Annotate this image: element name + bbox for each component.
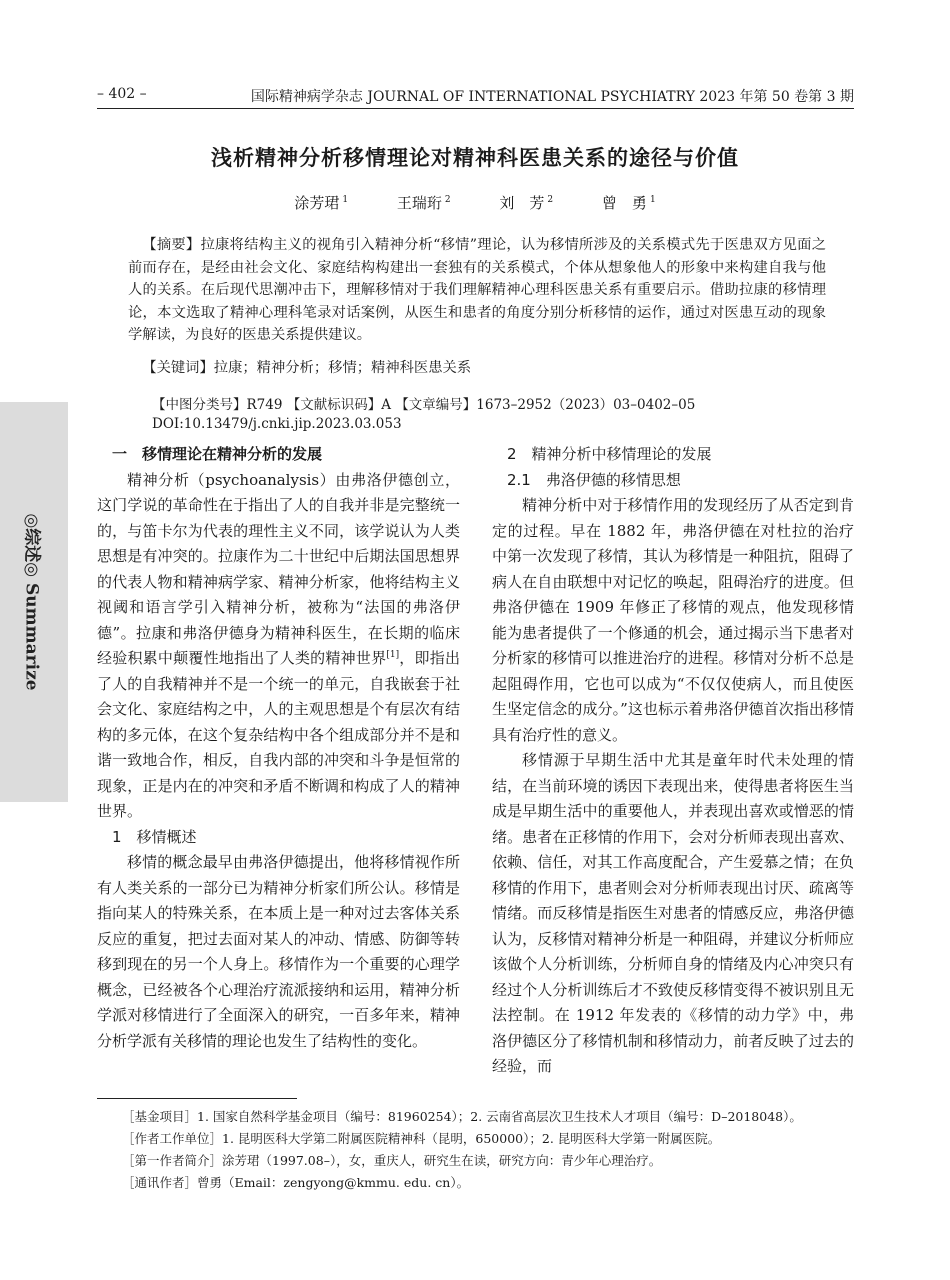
citation-ref: [1] xyxy=(386,650,400,660)
running-header xyxy=(97,86,854,109)
keywords: 【关键词】拉康；精神分析；移情；精神科医患关系 xyxy=(142,360,472,376)
journal-header: 国际精神病学杂志 JOURNAL OF INTERNATIONAL PSYCHIATRY 2023 年第 50 卷第 3 期 xyxy=(250,89,854,105)
author-list xyxy=(0,192,950,213)
page-number: – 402 – xyxy=(97,86,147,102)
footnote-corresponding-author: ［通讯作者］曾勇（Email：zengyong@kmmu. edu. cn）。 xyxy=(122,1175,470,1190)
author: 涂芳珺 $^1$ xyxy=(294,194,349,212)
author: 刘 芳 $^2$ xyxy=(499,194,554,212)
article-title: 浅析精神分析移情理论对精神科医患关系的途径与价值 xyxy=(211,146,739,170)
section-heading: 2 精神分析中移情理论的发展 xyxy=(507,445,712,463)
author: 曾 勇 $^1$ xyxy=(601,194,656,212)
doi: DOI:10.13479/j.cnki.jip.2023.03.053 xyxy=(152,416,402,432)
classification-line: 【中图分类号】R749 【文献标识码】A 【文章编号】1673–2952（2023）03–0402–05 xyxy=(152,397,696,413)
paragraph: 精神分析（psychoanalysis）由弗洛伊德创立，这门学说的革命性在于指出了人的自我并非是完整统一的，与笛卡尔为代表的理性主义不同，该学说认为人类思想是有冲突的。拉康作为二十世纪中后期法国思想界的代表人物和精神病学家、精神分析家，他将结构主义视阈和语言学引入精神分析，被称为“法国的弗洛伊德”。拉康和弗洛伊德身为精神科医生，在长期的临床经验积累中颠覆性地指出了人类的精神世界[1]，即指出了人的自我精神并不是一个统一的单元，自我嵌套于社会文化、家庭结构之中，人的主观思想是个有层次有结构的多元体，在这个复杂结构中各个组成部分并不是和谐一致地合作，相反，自我内部的冲突和斗争是恒常的现象，正是内在的冲突和矛盾不断调和构成了人的精神世界。 xyxy=(97,470,460,820)
subsection-heading: 2.1 弗洛伊德的移情思想 xyxy=(507,470,681,489)
footnotes xyxy=(122,1106,854,1194)
abstract: 【摘要】拉康将结构主义的视角引入精神分析“移情”理论，认为移情所涉及的关系模式先于医患双方见面之前而存在，是经由社会文化、家庭结构构建出一套独有的关系模式，个体从想象他人的形象中来构建自我与他人的关系。在后现代思潮冲击下，理解移情对于我们理解精神心理科医患关系有重要启示。借助拉康的移情理论，本文选取了精神心理科笔录对话案例，从医生和患者的角度分别分析移情的运作，通过对医患互动的现象学解读，为良好的医患关系提供建议。 xyxy=(128,237,826,343)
subsection-heading: 1 移情概述 xyxy=(112,827,197,846)
paragraph: 移情的概念最早由弗洛伊德提出，他将移情视作所有人类关系的一部分已为精神分析家们所公认。移情是指向某人的特殊关系，在本质上是一种对过去客体关系反应的重复，把过去面对某人的冲动、情感、防御等转移到现在的另一个人身上。移情作为一个重要的心理学概念，已经被各个心理治疗流派接纳和运用，精神分析学派对移情进行了全面深入的研究，一百多年来，精神分析学派有关移情的理论也发生了结构性的变化。 xyxy=(97,853,460,1050)
author: 王瑞珩 $^2$ xyxy=(396,194,451,212)
right-column xyxy=(492,442,854,1080)
footnote-divider xyxy=(97,1098,297,1099)
footnote-first-author: ［第一作者简介］涂芳珺（1997.08–），女，重庆人，研究生在读，研究方向：青少年心理治疗。 xyxy=(122,1153,662,1168)
paragraph: 移情源于早期生活中尤其是童年时代未处理的情结，在当前环境的诱因下表现出来，使得患者将医生当成是早期生活中的重要他人，并表现出喜欢或憎恶的情绪。患者在正移情的作用下，会对分析师表现出喜欢、依赖、信任，对其工作高度配合，产生爱慕之情；在负移情的作用下，患者则会对分析师表现出讨厌、疏离等情绪。而反移情是指医生对患者的情感反应，弗洛伊德认为，反移情对精神分析是一种阻碍，并建议分析师应该做个人分析训练，分析师自身的情绪及内心冲突只有经过个人分析训练后才不致使反移情变得不被识别且无法控制。在 1912 年发表的《移情的动力学》中，弗洛伊德区分了移情机制和移情动力，前者反映了过去的经验，而 xyxy=(492,751,854,1075)
footnote-affiliation: ［作者工作单位］1. 昆明医科大学第二附属医院精神科（昆明，650000）；2. 昆明医科大学第一附属医院。 xyxy=(122,1131,721,1146)
paragraph: 精神分析中对于移情作用的发现经历了从否定到肯定的过程。早在 1882 年，弗洛伊德在对杜拉的治疗中第一次发现了移情，其认为移情是一种阻抗，阻碍了病人在自由联想中对记忆的唤起，阻碍治疗的进度。但弗洛伊德在 1909 年修正了移情的观点，他发现移情能为患者提供了一个修通的机会，通过揭示当下患者对分析家的移情可以推进治疗的进程。移情对分析不总是起阻碍作用，它也可以成为“不仅仅使病人，而且使医生坚定信念的成分。”这也标示着弗洛伊德首次指出移情具有治疗性的意义。 xyxy=(492,496,854,744)
left-column xyxy=(97,442,460,1054)
section-heading: 一 移情理论在精神分析的发展 xyxy=(112,445,323,463)
sidebar-label: ◎综述◎ Summarize xyxy=(21,513,42,691)
footnote-funding: ［基金项目］1. 国家自然科学基金项目（编号：81960254）；2. 云南省高层次卫生技术人才项目（编号：D–2018048）。 xyxy=(122,1109,802,1124)
